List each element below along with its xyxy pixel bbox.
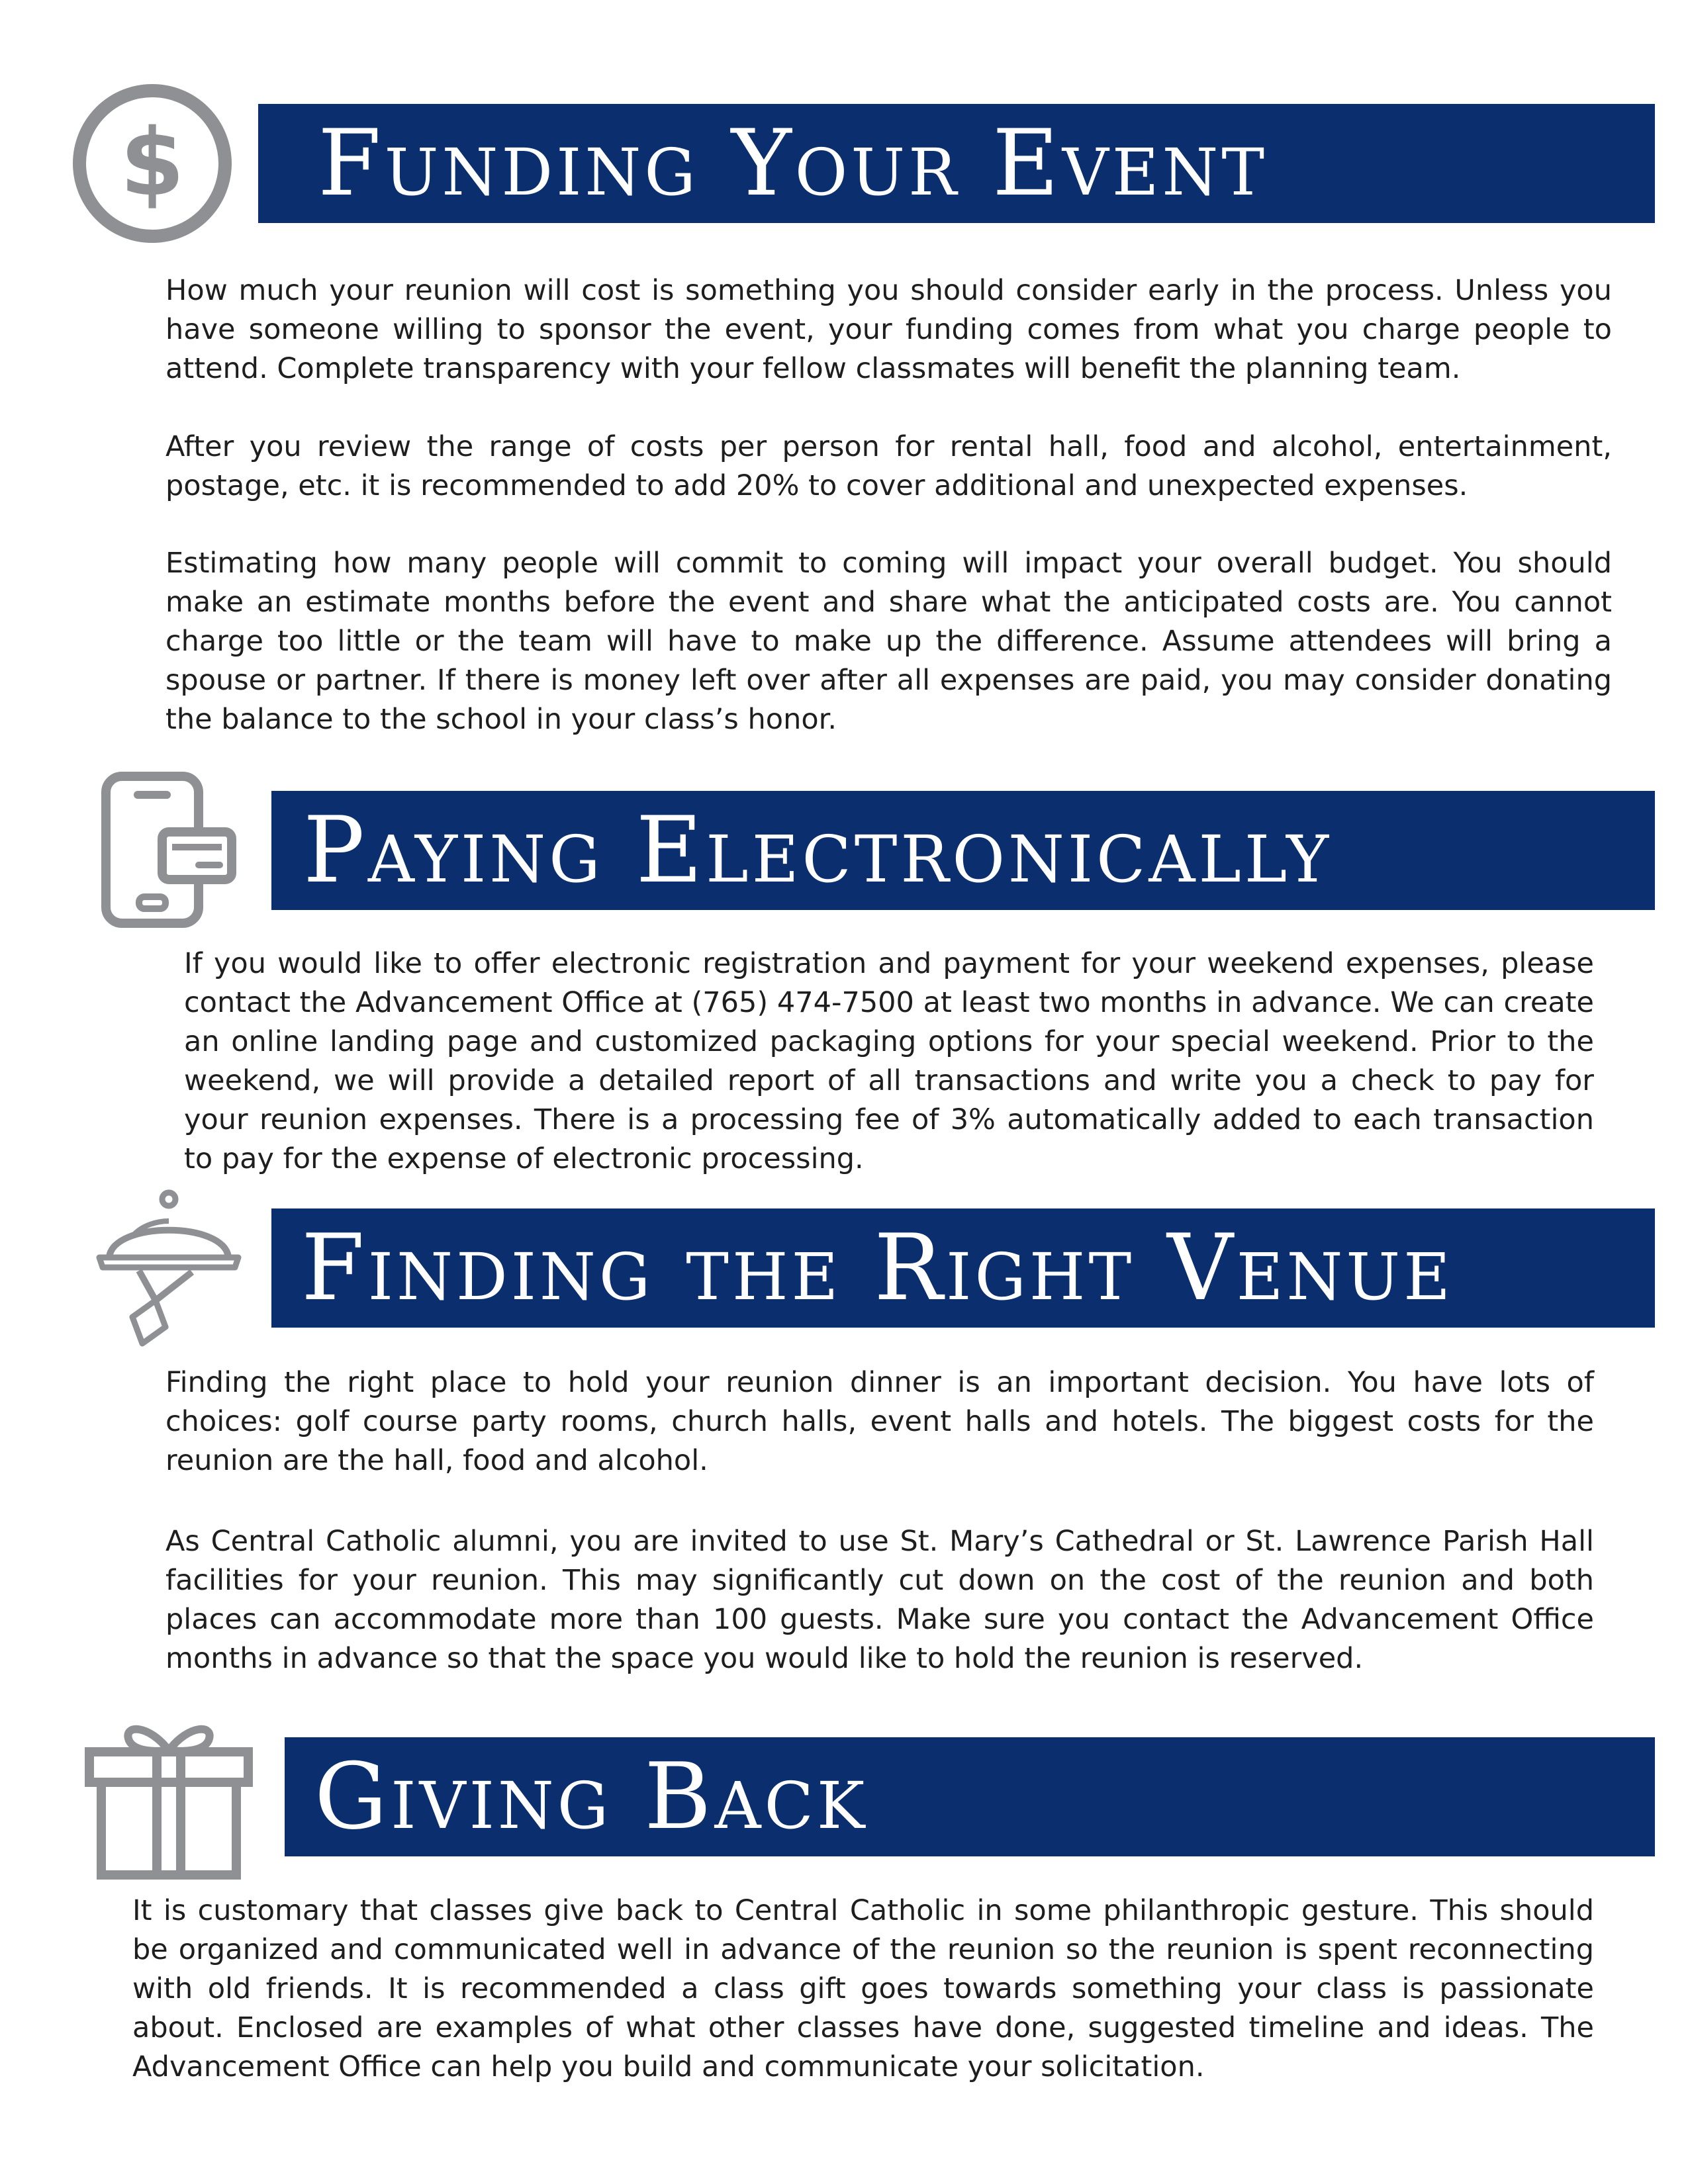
section-title: Giving Back <box>314 1743 868 1850</box>
dollar-coin-icon <box>70 81 235 246</box>
section-title: Funding Your Event <box>318 110 1268 216</box>
paragraph: After you review the range of costs per person for rental hall, food and alcohol, entertainment, postage, etc. it is recommended to add 20% to cover additional and unexpected expenses. <box>165 430 1612 502</box>
paragraph: Estimating how many people will commit to coming will impact your overall budget. You should make an estimate months before the event and share what the anticipated costs are. You cannot charge too little or the team will have to make up the difference. Assume attendees will bring a spouse or partner. If there is money left over after all expenses are paid, you may consider donating the balance to the school in your class’s honor. <box>165 547 1612 736</box>
paragraph: If you would like to offer electronic registration and payment for your weekend expenses, please contact the Advancement Office at (765) 474-7500 at least two months in advance. We can create an online landing page and customized packaging options for your special weekend. Prior to the weekend, we will provide a detailed report of all transactions and write you a check to pay for your reunion expenses. There is a processing fee of 3% automatically added to each transaction to pay for the expense of electronic processing. <box>184 947 1594 1175</box>
paragraph: It is customary that classes give back to Central Catholic in some philanthropic gesture. This should be organized and communicated well in advance of the reunion so the reunion is spent reconnecting with old friends. It is recommended a class gift goes towards something your class is passionate about. Enclosed are examples of what other classes have done, suggested timeline and ideas. The Advancement Office can help you build and communicate your solicitation. <box>132 1894 1594 2083</box>
paragraph: As Central Catholic alumni, you are invited to use St. Mary’s Cathedral or St. Lawrence Parish Hall facilities for your reunion. This may significantly cut down on the cost of the reunion and both places can accommodate more than 100 guests. Make sure you contact the Advancement Office months in advance so that the space you would like to hold the reunion is reserved. <box>165 1525 1594 1675</box>
gift-box-icon <box>83 1711 255 1883</box>
section-banner-giving <box>285 1737 1655 1856</box>
serving-cloche-icon <box>93 1185 245 1357</box>
svg-text:$: $ <box>120 109 185 217</box>
section-title: Paying Electronically <box>303 797 1333 903</box>
section-banner-venue <box>271 1208 1655 1328</box>
paragraph: Finding the right place to hold your reunion dinner is an important decision. You have lots of choices: golf course party rooms, church halls, event halls and hotels. The biggest costs for the reunion are the hall, food and alcohol. <box>165 1366 1594 1477</box>
section-banner-funding <box>258 104 1655 223</box>
phone-card-icon <box>99 771 238 930</box>
section-banner-paying <box>271 791 1655 910</box>
section-title: Finding the Right Venue <box>301 1214 1454 1321</box>
paragraph: How much your reunion will cost is something you should consider early in the process. Unless you have someone willing to sponsor the event, your funding comes from what you charge people to attend. Complete transparency with your fellow classmates will benefit the planning team. <box>165 274 1612 385</box>
